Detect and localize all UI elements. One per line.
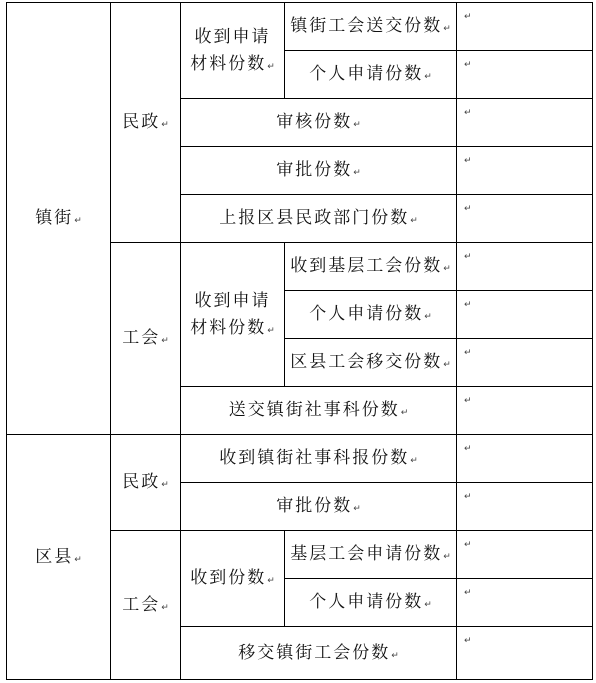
row-label-received-from-grassroots-union: 收到基层工会份数↵ [285, 243, 457, 291]
value-cell[interactable]: ↵ [457, 147, 593, 195]
dept-civil-town: 民政↵ [111, 3, 181, 243]
value-cell[interactable]: ↵ [457, 51, 593, 99]
table-row [7, 3, 593, 51]
value-cell[interactable]: ↵ [457, 483, 593, 531]
dept-civil-district: 民政↵ [111, 435, 181, 531]
dept-union-town: 工会↵ [111, 243, 181, 435]
row-label-received-town-affairs-report: 收到镇街社事科报份数↵ [181, 435, 457, 483]
row-label-district-union-transferred: 区县工会移交份数↵ [285, 339, 457, 387]
row-label-individual-applications: 个人申请份数↵ [285, 51, 457, 99]
value-cell[interactable]: ↵ [457, 579, 593, 627]
value-cell[interactable]: ↵ [457, 243, 593, 291]
group-received-materials: 收到申请 材料份数↵ [181, 243, 285, 387]
row-label-approval-count: 审批份数↵ [181, 483, 457, 531]
row-label-individual-applications: 个人申请份数↵ [285, 579, 457, 627]
value-cell[interactable]: ↵ [457, 435, 593, 483]
group-received-count: 收到份数↵ [181, 531, 285, 627]
row-label-approval-count: 审批份数↵ [181, 147, 457, 195]
value-cell[interactable]: ↵ [457, 531, 593, 579]
statistics-table [6, 2, 593, 680]
value-cell[interactable]: ↵ [457, 3, 593, 51]
row-label-town-union-submitted: 镇街工会送交份数↵ [285, 3, 457, 51]
level-town: 镇街↵ [7, 3, 111, 435]
row-label-report-to-district-civil: 上报区县民政部门份数↵ [181, 195, 457, 243]
value-cell[interactable]: ↵ [457, 99, 593, 147]
row-label-transfer-to-town-union: 移交镇街工会份数↵ [181, 627, 457, 680]
value-cell[interactable]: ↵ [457, 387, 593, 435]
table-row [7, 435, 593, 483]
value-cell[interactable]: ↵ [457, 291, 593, 339]
level-district: 区县↵ [7, 435, 111, 680]
value-cell[interactable]: ↵ [457, 195, 593, 243]
row-label-individual-applications: 个人申请份数↵ [285, 291, 457, 339]
row-label-review-count: 审核份数↵ [181, 99, 457, 147]
group-received-materials: 收到申请 材料份数↵ [181, 3, 285, 99]
value-cell[interactable]: ↵ [457, 627, 593, 680]
dept-union-district: 工会↵ [111, 531, 181, 680]
row-label-sent-to-town-affairs: 送交镇街社事科份数↵ [181, 387, 457, 435]
value-cell[interactable]: ↵ [457, 339, 593, 387]
row-label-grassroots-union-applications: 基层工会申请份数↵ [285, 531, 457, 579]
